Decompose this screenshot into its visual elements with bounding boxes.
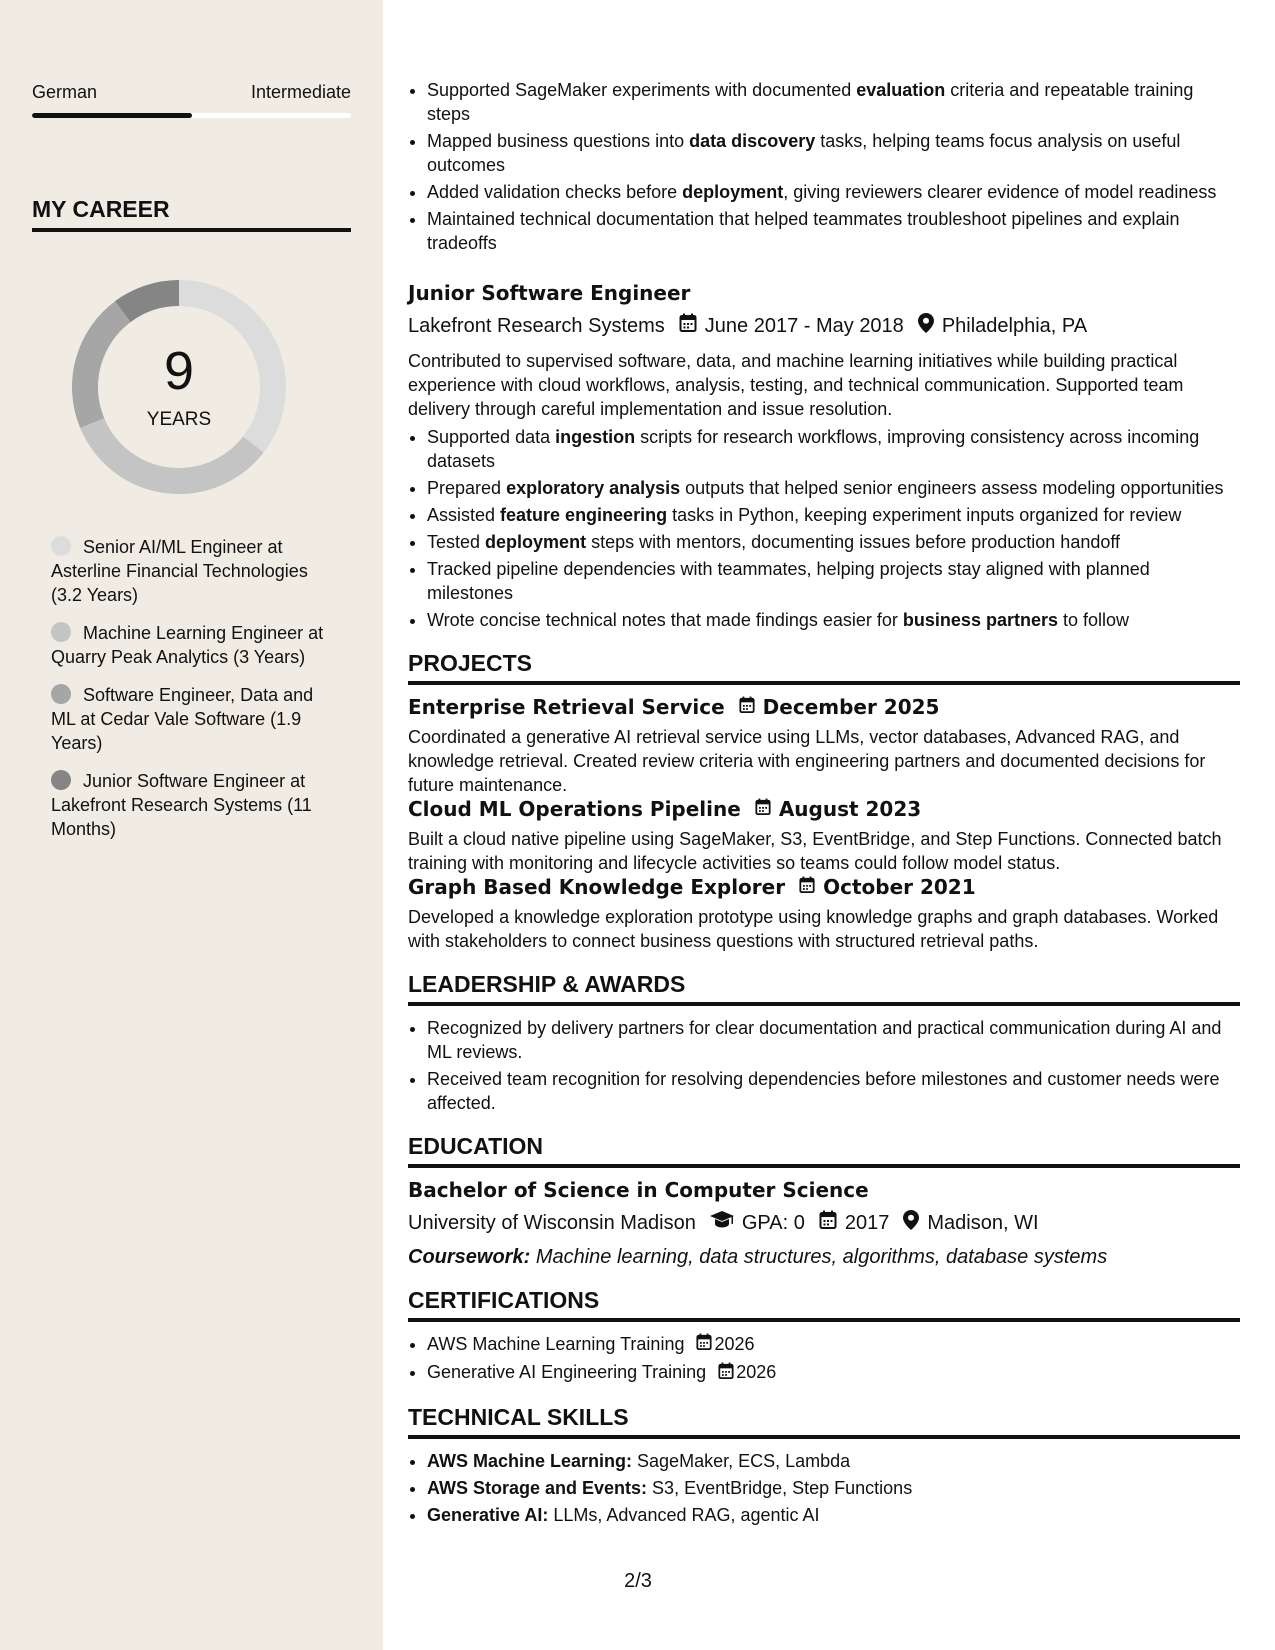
experience-bullet (427, 129, 1240, 177)
bullet-text: tasks in Python, keeping experiment inputs organized for review (667, 505, 1182, 525)
bullet-text: Added validation checks before (427, 182, 683, 202)
experience-bullet (427, 78, 1240, 126)
bullet-text: Wrote concise technical notes that made findings easier for (427, 610, 903, 630)
legend-dot (51, 536, 71, 556)
certifications-section-title: CERTIFICATIONS (408, 1287, 1240, 1322)
certification-year: 2026 (714, 1334, 755, 1354)
coursework-label: Coursework: (408, 1246, 531, 1268)
projects-section-title: PROJECTS (408, 650, 1240, 685)
certification-name: AWS Machine Learning Training (427, 1334, 685, 1354)
certification-item (427, 1360, 1240, 1385)
job-meta (408, 313, 1240, 339)
language-proficiency-fill (32, 113, 192, 118)
career-legend-item (51, 535, 331, 607)
job-bullet (427, 557, 1240, 605)
career-legend-item (51, 621, 331, 669)
experience-bullet (427, 207, 1240, 255)
project-date: December 2025 (762, 695, 940, 719)
job-bullet (427, 425, 1240, 473)
legend-label: Machine Learning Engineer at Quarry Peak Analytics (3 Years) (51, 623, 324, 667)
bullet-text: tasks, helping teams focus analysis on useful outcomes (427, 131, 1181, 175)
project-description: Developed a knowledge exploration prototype using knowledge graphs and graph databases. Worked with stakeholders to connect business questions with structured retrieval paths. (408, 907, 1219, 951)
school-location: Madison, WI (927, 1211, 1039, 1234)
job-dates: June 2017 - May 2018 (704, 314, 904, 337)
bullet-text: Prepared (427, 478, 507, 498)
career-years-label: YEARS (146, 409, 212, 430)
calendar-icon (755, 797, 771, 821)
bullet-text: steps with mentors, documenting issues before production handoff (586, 532, 1121, 552)
job-location: Philadelphia, PA (941, 314, 1088, 337)
job-bullet (427, 476, 1240, 500)
career-total-years: 9 (163, 341, 195, 401)
experience-continued-bullets (408, 78, 1240, 255)
project-name: Cloud ML Operations Pipeline (408, 797, 741, 821)
skill-value: LLMs, Advanced RAG, agentic AI (548, 1504, 820, 1525)
gpa: GPA: 0 (741, 1211, 805, 1234)
project-item (408, 875, 1240, 953)
sidebar (0, 0, 383, 1650)
school-name: University of Wisconsin Madison (408, 1211, 696, 1234)
legend-label: Junior Software Engineer at Lakefront Research Systems (11 Months) (51, 771, 312, 839)
project-date: October 2021 (823, 875, 976, 899)
calendar-icon (679, 313, 697, 339)
certification-name: Generative AI Engineering Training (427, 1362, 707, 1383)
projects-list (408, 695, 1240, 953)
skill-item (427, 1449, 1240, 1473)
bullet-text: to follow (1057, 610, 1130, 630)
language-level: Intermediate (250, 82, 351, 102)
graduation-cap-icon (710, 1211, 734, 1235)
bullet-text: , giving reviewers clearer evidence of model readiness (783, 182, 1217, 202)
job-bullets (408, 425, 1240, 632)
leadership-item: • Recognized by delivery partners for clear documentation and practical communication during AI and ML reviews. (427, 1016, 1240, 1064)
skill-item (427, 1476, 1240, 1500)
certification-item (427, 1332, 1240, 1357)
bullet-text: Maintained technical documentation that helped teammates troubleshoot pipelines and explain tradeoffs (427, 209, 1180, 253)
certification-year: 2026 (736, 1362, 777, 1383)
project-item (408, 797, 1240, 875)
language-row (32, 82, 351, 103)
project-title (408, 695, 1240, 719)
career-legend-item (51, 769, 331, 841)
skill-label: AWS Storage and Events: (427, 1477, 648, 1498)
project-description: Built a cloud native pipeline using SageMaker, S3, EventBridge, and Step Functions. Connected batch training with monitoring and lifecycle activities so teams could follow model status. (408, 829, 1222, 873)
degree-title: Bachelor of Science in Computer Science (408, 1178, 869, 1202)
language-proficiency-bar (32, 113, 351, 118)
bullet-keyword: evaluation (856, 80, 946, 100)
calendar-icon (739, 695, 755, 719)
leadership-bullets (408, 1016, 1240, 1115)
job-bullet (427, 530, 1240, 554)
bullet-text: Supported data (427, 427, 556, 447)
legend-dot (51, 622, 71, 642)
bullet-text: outputs that helped senior engineers assess modeling opportunities (680, 478, 1224, 498)
job-company: Lakefront Research Systems (408, 314, 665, 337)
skills-list (408, 1449, 1240, 1527)
certifications-list (408, 1332, 1240, 1386)
coursework (408, 1246, 1240, 1269)
leadership-item: • Received team recognition for resolving dependencies before milestones and customer needs were affected. (427, 1067, 1240, 1115)
project-item (408, 695, 1240, 797)
project-title (408, 875, 1240, 899)
legend-label: Senior AI/ML Engineer at Asterline Financial Technologies (3.2 Years) (51, 537, 308, 605)
project-description: Coordinated a generative AI retrieval service using LLMs, vector databases, Advanced RAG, and knowledge retrieval. Created review criteria with engineering partners and documented decisions for future maintenance. (408, 727, 1206, 795)
legend-label: Software Engineer, Data and ML at Cedar Vale Software (1.9 Years) (51, 685, 314, 753)
bullet-text: Supported SageMaker experiments with documented (427, 80, 857, 100)
bullet-keyword: feature engineering (500, 505, 668, 525)
job-bullet (427, 608, 1240, 632)
bullet-text: Tracked pipeline dependencies with teammates, helping projects stay aligned with planned milestones (427, 559, 1150, 603)
language-name: German (32, 82, 98, 102)
legend-dot (51, 684, 71, 704)
calendar-icon (819, 1210, 837, 1236)
leadership-section-title: LEADERSHIP & AWARDS (408, 971, 1240, 1006)
career-legend (51, 535, 331, 855)
job-title: Junior Software Engineer (408, 281, 691, 305)
calendar-icon (696, 1333, 712, 1357)
bullet-keyword: deployment (485, 532, 587, 552)
skill-label: Generative AI: (427, 1504, 549, 1525)
project-title (408, 797, 1240, 821)
bullet-text: Tested (427, 532, 486, 552)
calendar-icon (718, 1362, 734, 1386)
bullet-keyword: deployment (682, 182, 784, 202)
coursework-text: Machine learning, data structures, algorithms, database systems (535, 1246, 1108, 1268)
calendar-icon (799, 875, 815, 899)
legend-dot (51, 770, 71, 790)
experience-bullet (427, 180, 1240, 204)
career-donut-chart (66, 274, 292, 500)
skill-label: AWS Machine Learning: (427, 1450, 633, 1471)
donut-segment-2 (92, 423, 253, 481)
bullet-keyword: exploratory analysis (506, 478, 681, 498)
location-pin-icon (903, 1210, 919, 1236)
bullet-text: Assisted (427, 505, 501, 525)
job-bullet (427, 503, 1240, 527)
main-content (408, 78, 1240, 1530)
skills-section-title: TECHNICAL SKILLS (408, 1404, 1240, 1439)
graduation-year: 2017 (844, 1211, 890, 1234)
skill-item (427, 1503, 1240, 1527)
skill-value: S3, EventBridge, Step Functions (647, 1477, 913, 1498)
bullet-text: criteria and repeatable training steps (427, 80, 1194, 124)
bullet-keyword: data discovery (689, 131, 816, 151)
job-summary: Contributed to supervised software, data, and machine learning initiatives while building practical experience with cloud workflows, analysis, testing, and technical communication. Supported team delivery through careful implementation and issue resolution. (408, 351, 1184, 419)
bullet-text: Mapped business questions into (427, 131, 690, 151)
donut-segment-4 (123, 293, 179, 312)
project-date: August 2023 (778, 797, 922, 821)
project-name: Enterprise Retrieval Service (408, 695, 725, 719)
location-pin-icon (918, 313, 934, 339)
career-section-title: MY CAREER (32, 196, 351, 232)
bullet-text: scripts for research workflows, improving consistency across incoming datasets (427, 427, 1200, 471)
education-section-title: EDUCATION (408, 1133, 1240, 1168)
skill-value: SageMaker, ECS, Lambda (632, 1450, 851, 1471)
page-number: 2/3 (624, 1570, 652, 1592)
bullet-keyword: ingestion (555, 427, 636, 447)
education-meta (408, 1210, 1240, 1236)
career-legend-item (51, 683, 331, 755)
project-name: Graph Based Knowledge Explorer (408, 875, 786, 899)
bullet-keyword: business partners (902, 610, 1058, 630)
